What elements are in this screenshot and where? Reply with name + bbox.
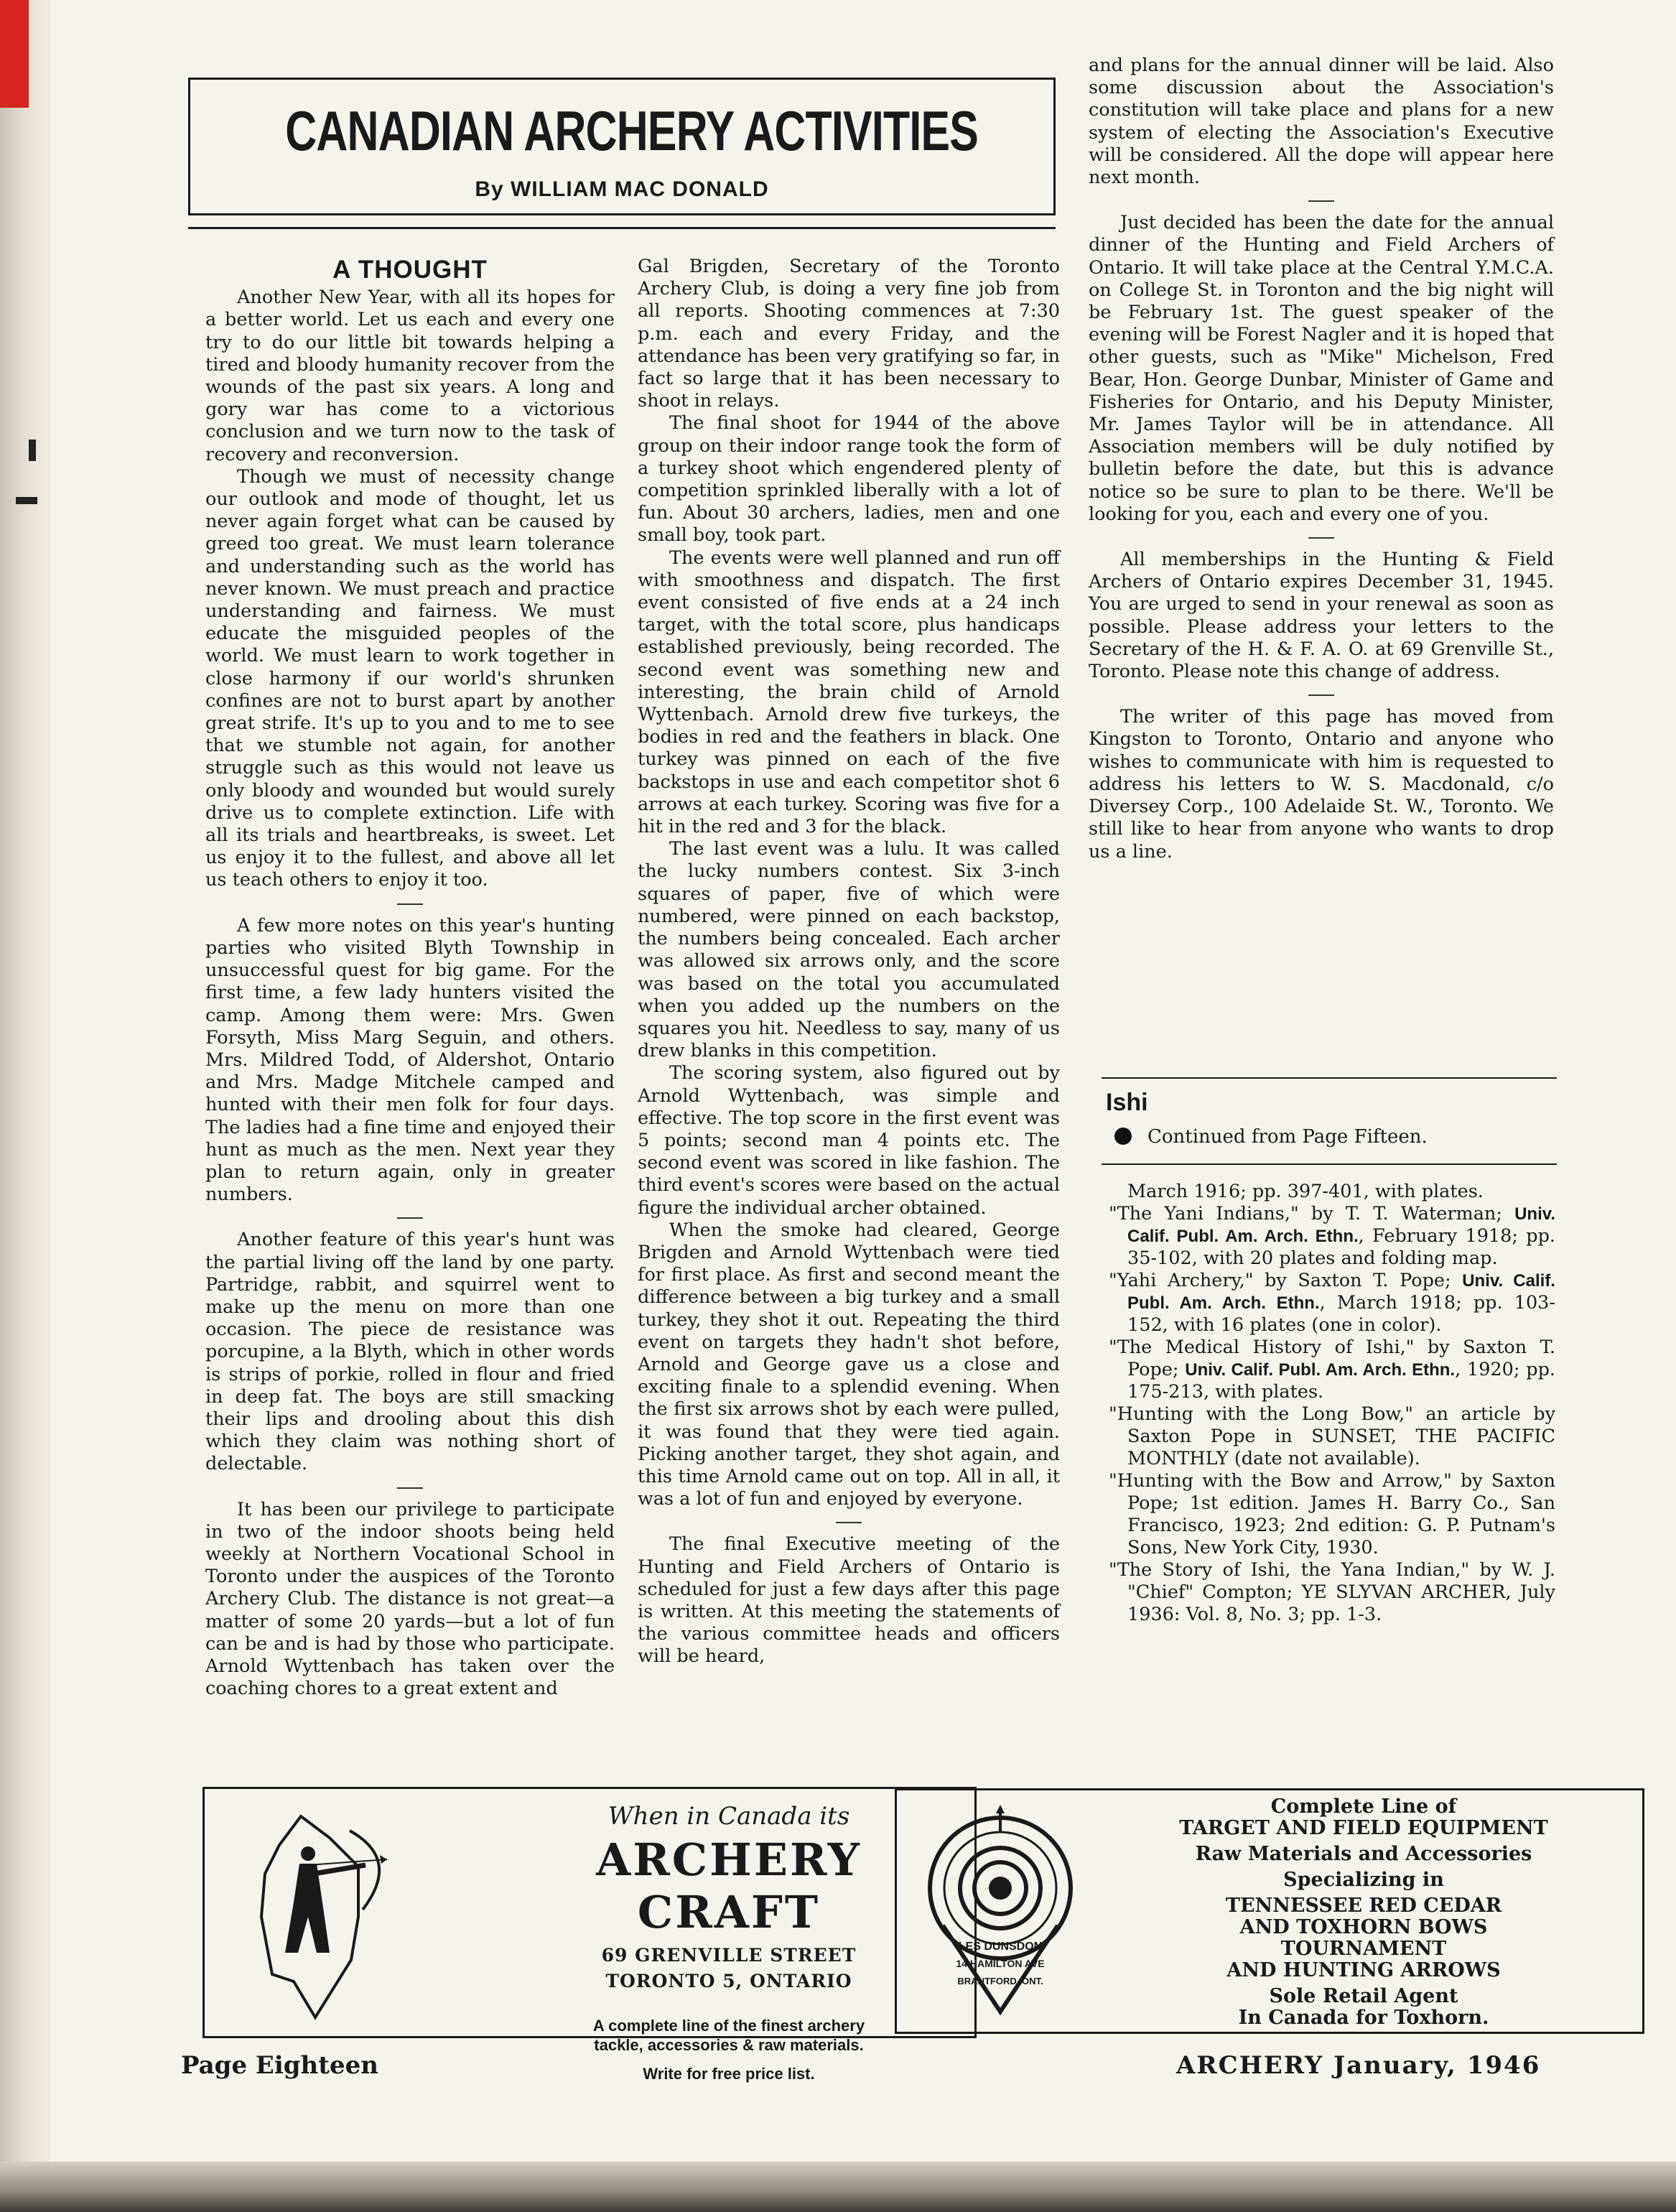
ad-line: AND HUNTING ARROWS	[1226, 1959, 1501, 1981]
spine-mark	[16, 497, 37, 504]
section-divider	[836, 1522, 862, 1523]
paragraph: It has been our privilege to participate in two of the indoor shoots being held weekly at Northern Vocational School in Toronto under the auspices of the Toronto Archery Club. The distance is not great—a matter of some 20 yards—but a lot of fun can be and is had by those who participate. Arnold Wyttenbach has taken over the coaching chores to a great extent and	[205, 1498, 615, 1700]
ad-line: Complete Line of	[1270, 1795, 1457, 1818]
ad-line: TOURNAMENT	[1280, 1938, 1447, 1960]
ad-line: TARGET AND FIELD EQUIPMENT	[1179, 1817, 1548, 1839]
spine-mark	[29, 440, 36, 461]
ad-price-list-note: Write for free price list.	[643, 2065, 815, 2083]
ad-tagline: When in Canada its	[607, 1802, 850, 1831]
issue-date: ARCHERY January, 1946	[1176, 2051, 1541, 2080]
ad-address	[506, 1943, 951, 1994]
reference-item: "The Yani Indians," by T. T. Waterman; Univ. Calif. Publ. Am. Arch. Ethn., February 1918; pp. 35-102, with 20 plates and folding map.	[1109, 1203, 1555, 1269]
arrowhead-archer-logo	[222, 1809, 480, 2025]
reference-item: "Hunting with the Long Bow," an article by Saxton Pope in SUNSET, THE PACIFIC MONTHLY (date not available).	[1109, 1403, 1555, 1469]
dunsdon-seal-logo	[921, 1803, 1079, 2019]
paragraph: When the smoke had cleared, George Brigden and Arnold Wyttenbach were tied for first place. As first and second meant the difference between a big turkey and a small turkey, they shot it out. Repeating the third event on targets they hadn't shot before, Arnold and George gave us a close and exciting finale to a splendid evening. When the first six arrows shot by each were pulled, it was found that they were tied again. Picking another target, they shot again, and this time Arnold came out on top. All in all, it was a lot of fun and enjoyed by everyone.	[638, 1219, 1060, 1510]
ad-line: TENNESSEE RED CEDAR	[1225, 1895, 1502, 1917]
reference-item: "The Medical History of Ishi," by Saxton T. Pope; Univ. Calif. Publ. Am. Arch. Ethn., 1920; pp. 175-213, with plates.	[1109, 1337, 1555, 1403]
ad-desc-line: tackle, accessories & raw materials.	[594, 2036, 864, 2054]
ad-description	[506, 2016, 951, 2055]
ishi-top-rule	[1102, 1077, 1557, 1079]
bullet-icon	[1114, 1128, 1132, 1145]
column-1	[205, 256, 615, 1700]
paragraph: The final shoot for 1944 of the above group on their indoor range took the form of a turkey shoot which engendered plenty of competition sprinkled liberally with a lot of fun. About 30 archers, ladies, men and one small boy, took part.	[638, 412, 1060, 547]
paragraph: Gal Brigden, Secretary of the Toronto Archery Club, is doing a very fine job from all reports. Shooting commences at 7:30 p.m. each and every Friday, and the attendance has been very gratifying so far, in fact so large that it has been necessary to shoot in relays.	[638, 256, 1060, 412]
section-divider	[1308, 200, 1334, 202]
ishi-bottom-rule	[1102, 1163, 1557, 1165]
article-title: CANADIAN ARCHERY ACTIVITIES	[285, 99, 979, 162]
reference-list	[1109, 1181, 1555, 1626]
section-divider	[1308, 537, 1334, 539]
ad-line: Sole Retail Agent	[1269, 1985, 1458, 2007]
paragraph: The writer of this page has moved from Kingston to Toronto, Ontario and anyone who wishes to communicate with him is requested to address his letters to W. S. Macdonald, c/o Diversey Corp., 100 Adelaide St. W., Toronto. We still like to hear from anyone who wants to drop us a line.	[1089, 706, 1554, 863]
section-divider	[397, 903, 423, 905]
red-page-tab	[0, 0, 29, 108]
paragraph: The scoring system, also figured out by Arnold Wyttenbach, was simple and effective. The top score in the first event was 5 points; second man 4 points etc. The second event was scored in like fashion. The third event's scores were based on the actual figure the individual archer obtained.	[638, 1062, 1060, 1219]
paragraph: Though we must of necessity change our outlook and mode of thought, let us never again forget what can be caused by greed too great. We must learn tolerance and understanding such as the world has never known. We must preach and practice understanding and fairness. We must educate the misguided peoples of the world. We must learn to work together in close harmony if our world's shrunken confines are not to burst apart by another great strife. It's up to you and to me to see that we stumble not again, for another struggle such as this would not leave us only bloody and wounded but would surely drive us to complete extinction. Life with all its trials and heartbreaks, is sweet. Let us enjoy it to the fullest, and above all let us teach others to enjoy it too.	[205, 465, 615, 891]
ad-company-name: ARCHERY CRAFT	[596, 1834, 862, 1938]
ad-address-line: TORONTO 5, ONTARIO	[605, 1971, 852, 1992]
ad-line: Specializing in	[1283, 1869, 1444, 1891]
byline: By WILLIAM MAC DONALD	[475, 177, 769, 201]
title-box	[188, 78, 1056, 215]
seal-line: LES DUNSDON	[958, 1941, 1043, 1953]
paragraph: Another New Year, with all its hopes for a better world. Let us each and every one try to do our little bit towards helping a tired and bloody humanity recover from the wounds of the past six years. A long and gory war has come to a victorious conclusion and we turn now to the task of recovery and reconversion.	[205, 287, 615, 465]
continued-text: Continued from Page Fifteen.	[1147, 1126, 1428, 1148]
seal-line: BRANTFORD, ONT.	[957, 1976, 1043, 1986]
section-divider	[397, 1217, 423, 1219]
paragraph: A few more notes on this year's hunting parties who visited Blyth Township in unsuccessful quest for big game. For the first time, a few lady hunters visited the camp. Among them were: Mrs. Gwen Forsyth, Miss Marg Seguin, and others. Mrs. Mildred Todd, of Aldershot, Ontario and Mrs. Madge Mitchele camped and hunted with their men folk for four days. The ladies had a fine time and enjoyed their hunt as much as the men. Next year they plan to return again, only in greater numbers.	[205, 914, 615, 1206]
reference-item: "Hunting with the Bow and Arrow," by Saxton Pope; 1st edition. James H. Barry Co., San Francisco, 1923; 2nd edition: G. P. Putnam's Sons, New York City, 1930.	[1109, 1470, 1555, 1558]
paragraph: The final Executive meeting of the Hunting and Field Archers of Ontario is scheduled for just a few days after this page is written. At this meeting the statements of the various committee heads and officers will be heard,	[638, 1533, 1060, 1668]
paragraph: Just decided has been the date for the annual dinner of the Hunting and Field Archers of Ontario. It will take place at the Central Y.M.C.A. on College St. in Toronton and the big night will be February 1st. The guest speaker of the evening will be Forest Nagler and it is hoped that other guests, such as "Mike" Michelson, Fred Bear, Hon. George Dunbar, Minister of Game and Fisheries for Ontario, and his Deputy Minister, Mr. James Taylor will be in attendance. All Association members will be duly notified by bulletin before the date, but this is advance notice so be sure to plan to be there. We'll be looking for you, each and every one of you.	[1089, 212, 1554, 525]
ad-line: AND TOXHORN BOWS	[1239, 1916, 1488, 1938]
title-underline	[188, 227, 1056, 229]
ad-line: Raw Materials and Accessories	[1195, 1843, 1532, 1865]
paragraph: The events were well planned and run off with smoothness and dispatch. The first event consisted of five ends at a 24 inch target, with the total score, plus handicaps established previously, being recorded. The second event was something new and interesting, the brain child of Arnold Wyttenbach. Arnold drew five turkeys, the bodies in red and the feathers in black. One turkey was pinned on each of the five backstops in use and each competitor shot 6 arrows at each turkey. Scoring was five for a hit in the red and 3 for the black.	[638, 547, 1060, 838]
paragraph: Another feature of this year's hunt was the partial living off the land by one party. Partridge, rabbit, and squirrel went to make up the menu on more than one occasion. The piece de resistance was porcupine, a la Blyth, which in other words is strips of porkie, rolled in flour and fried in deep fat. The boys are still smacking their lips and drooling about this dish which they claim was nothing short of delectable.	[205, 1229, 615, 1475]
paragraph: and plans for the annual dinner will be laid. Also some discussion about the Association's constitution will take place and plans for a new system of electing the Association's Executive will be considered. All the dope will appear here next month.	[1089, 55, 1554, 189]
ishi-heading: Ishi	[1106, 1089, 1148, 1116]
continued-note	[1114, 1126, 1428, 1148]
ad-desc-line: A complete line of the finest archery	[592, 2017, 865, 2035]
archery-craft-text	[506, 1802, 951, 2083]
dunsdon-ad	[895, 1788, 1644, 2034]
page-number: Page Eighteen	[181, 2051, 378, 2080]
section-divider	[1308, 694, 1334, 696]
section-divider	[397, 1487, 423, 1489]
section-heading: A THOUGHT	[332, 256, 488, 284]
reference-item: March 1916; pp. 397-401, with plates.	[1127, 1181, 1484, 1202]
binding-spine	[0, 0, 50, 2212]
column-3	[1089, 55, 1554, 863]
seal-line: 14 HAMILTON AVE	[956, 1958, 1045, 1969]
reference-item: "The Story of Ishi, the Yana Indian," by W. J. "Chief" Compton; YE SLYVAN ARCHER, July 1936: Vol. 8, No. 3; pp. 1-3.	[1109, 1559, 1555, 1625]
reference-item: "Yahi Archery," by Saxton T. Pope; Univ. Calif. Publ. Am. Arch. Ethn., March 1918; pp. 103-152, with 16 plates (one in color).	[1109, 1270, 1556, 1336]
paragraph: All memberships in the Hunting & Field Archers of Ontario expires December 31, 1945. You are urged to send in your renewal as soon as possible. Please address your letters to the Secretary of the H. & F. A. O. at 69 Grenville St., Toronto. Please note this change of address.	[1089, 549, 1554, 683]
dunsdon-text	[1091, 1796, 1637, 2029]
page-edge-shadow	[0, 2162, 1676, 2212]
ad-address-line: 69 GRENVILLE STREET	[601, 1945, 857, 1966]
paragraph: The last event was a lulu. It was called the lucky numbers contest. Six 3-inch squares of paper, five of which were numbered, were pinned on each backstop, the numbers being concealed. Each archer was allowed six arrows only, and the score was based on the total you accumulated when you added up the numbers on the squares you hit. Needless to say, many of us drew blanks in this competition.	[638, 838, 1060, 1062]
column-2	[638, 256, 1060, 1668]
ad-line: In Canada for Toxhorn.	[1238, 2007, 1489, 2029]
